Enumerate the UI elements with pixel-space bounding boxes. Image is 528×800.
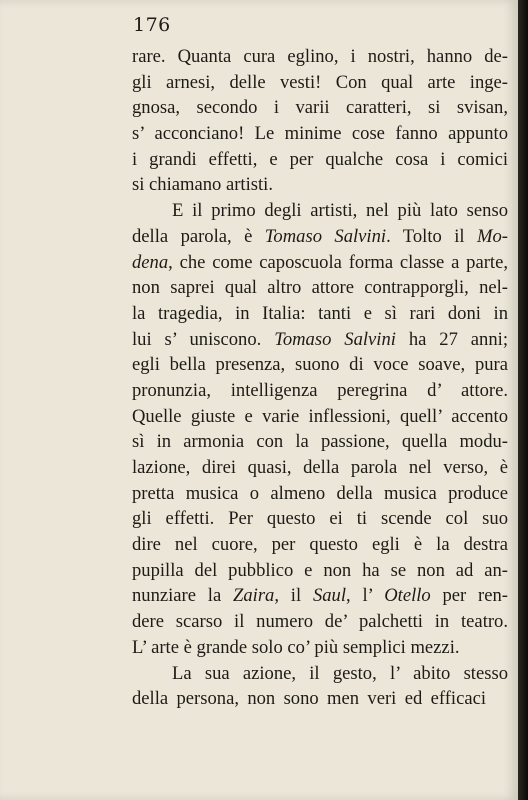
text-line (132, 558, 508, 584)
italic-text-segment: Mo- (477, 225, 508, 247)
italic-text-segment: Otello (384, 585, 431, 607)
text-segment: , che come caposcuola forma classe a parte, (168, 251, 508, 273)
text-segment: E il primo degli artisti, nel più lato senso (172, 200, 508, 222)
page-body-text (132, 44, 508, 712)
text-segment: si chiamano artisti. (132, 174, 273, 196)
text-line (132, 609, 508, 635)
text-segment: L’ arte è grande solo co’ più semplici mezzi. (132, 636, 460, 658)
text-segment: gli effetti. Per questo ei ti scende col suo (132, 508, 508, 530)
text-segment: ha 27 anni; (395, 328, 508, 350)
text-segment: rare. Quanta cura eglino, i nostri, hanno de- (132, 46, 508, 67)
text-segment: , il (274, 585, 313, 607)
text-line (132, 455, 508, 481)
text-segment: pretta musica o almeno della musica produce (132, 482, 508, 504)
book-page-edge (518, 0, 528, 800)
text-line (132, 661, 508, 687)
text-line (132, 352, 508, 378)
text-segment: lui s’ uniscono. (132, 328, 275, 350)
italic-text-segment: Tomaso Salvini (274, 328, 396, 350)
text-segment: i grandi effetti, e per qualche cosa i comici (132, 148, 508, 170)
text-line (132, 506, 508, 532)
text-line (132, 275, 508, 301)
text-line (132, 172, 508, 198)
text-line (132, 429, 508, 455)
text-line (132, 301, 508, 327)
text-line (132, 224, 508, 250)
text-segment: pupilla del pubblico e non ha se non ad an- (132, 559, 508, 581)
text-segment: non saprei qual altro attore contrapporgli, nel- (132, 277, 508, 299)
text-segment: . Tolto il (386, 225, 477, 247)
text-line (132, 481, 508, 507)
text-line (132, 44, 508, 70)
text-segment: dire nel cuore, per questo egli è la destra (132, 534, 508, 556)
text-segment: gli arnesi, delle vesti! Con qual arte inge- (132, 71, 508, 93)
page-number: 176 (133, 14, 171, 36)
text-line (132, 198, 508, 224)
italic-text-segment: Saul (312, 585, 346, 607)
text-segment: gnosa, secondo i varii caratteri, si svisan, (132, 97, 508, 119)
text-line (132, 686, 486, 712)
italic-text-segment: dena (132, 251, 169, 273)
text-line (132, 532, 508, 558)
text-segment: per ren- (430, 585, 508, 607)
text-segment: nunziare la (132, 585, 234, 607)
text-segment: della parola, è (132, 225, 265, 247)
text-line (132, 70, 508, 96)
text-line (132, 121, 508, 147)
text-segment: lazione, direi quasi, della parola nel verso, è (132, 457, 508, 478)
text-segment: s’ acconciano! Le minime cose fanno appunto (132, 123, 508, 145)
text-segment: la tragedia, in Italia: tanti e sì rari doni in (132, 302, 508, 324)
text-segment: , l’ (346, 585, 385, 607)
text-line (132, 404, 508, 430)
text-line (132, 147, 508, 173)
text-segment: La sua azione, il gesto, l’ abito stesso (172, 662, 508, 684)
text-line (132, 635, 508, 661)
text-line (132, 378, 508, 404)
text-segment: pronunzia, intelligenza peregrina d’ attore. (132, 379, 508, 401)
text-segment: dere scarso il numero de’ palchetti in teatro. (132, 611, 508, 633)
text-line (132, 327, 508, 353)
text-line (132, 583, 508, 609)
italic-text-segment: Tomaso Salvini (264, 225, 387, 247)
italic-text-segment: Zaira (233, 585, 275, 607)
text-segment: della persona, non sono men veri ed efficaci (132, 688, 486, 710)
text-line (132, 95, 508, 121)
text-line (132, 250, 508, 276)
text-segment: Quelle giuste e varie inflessioni, quell’ accento (132, 405, 508, 427)
text-segment: sì in armonia con la passione, quella modu- (132, 431, 508, 453)
text-segment: egli bella presenza, suono di voce soave, pura (132, 354, 508, 376)
